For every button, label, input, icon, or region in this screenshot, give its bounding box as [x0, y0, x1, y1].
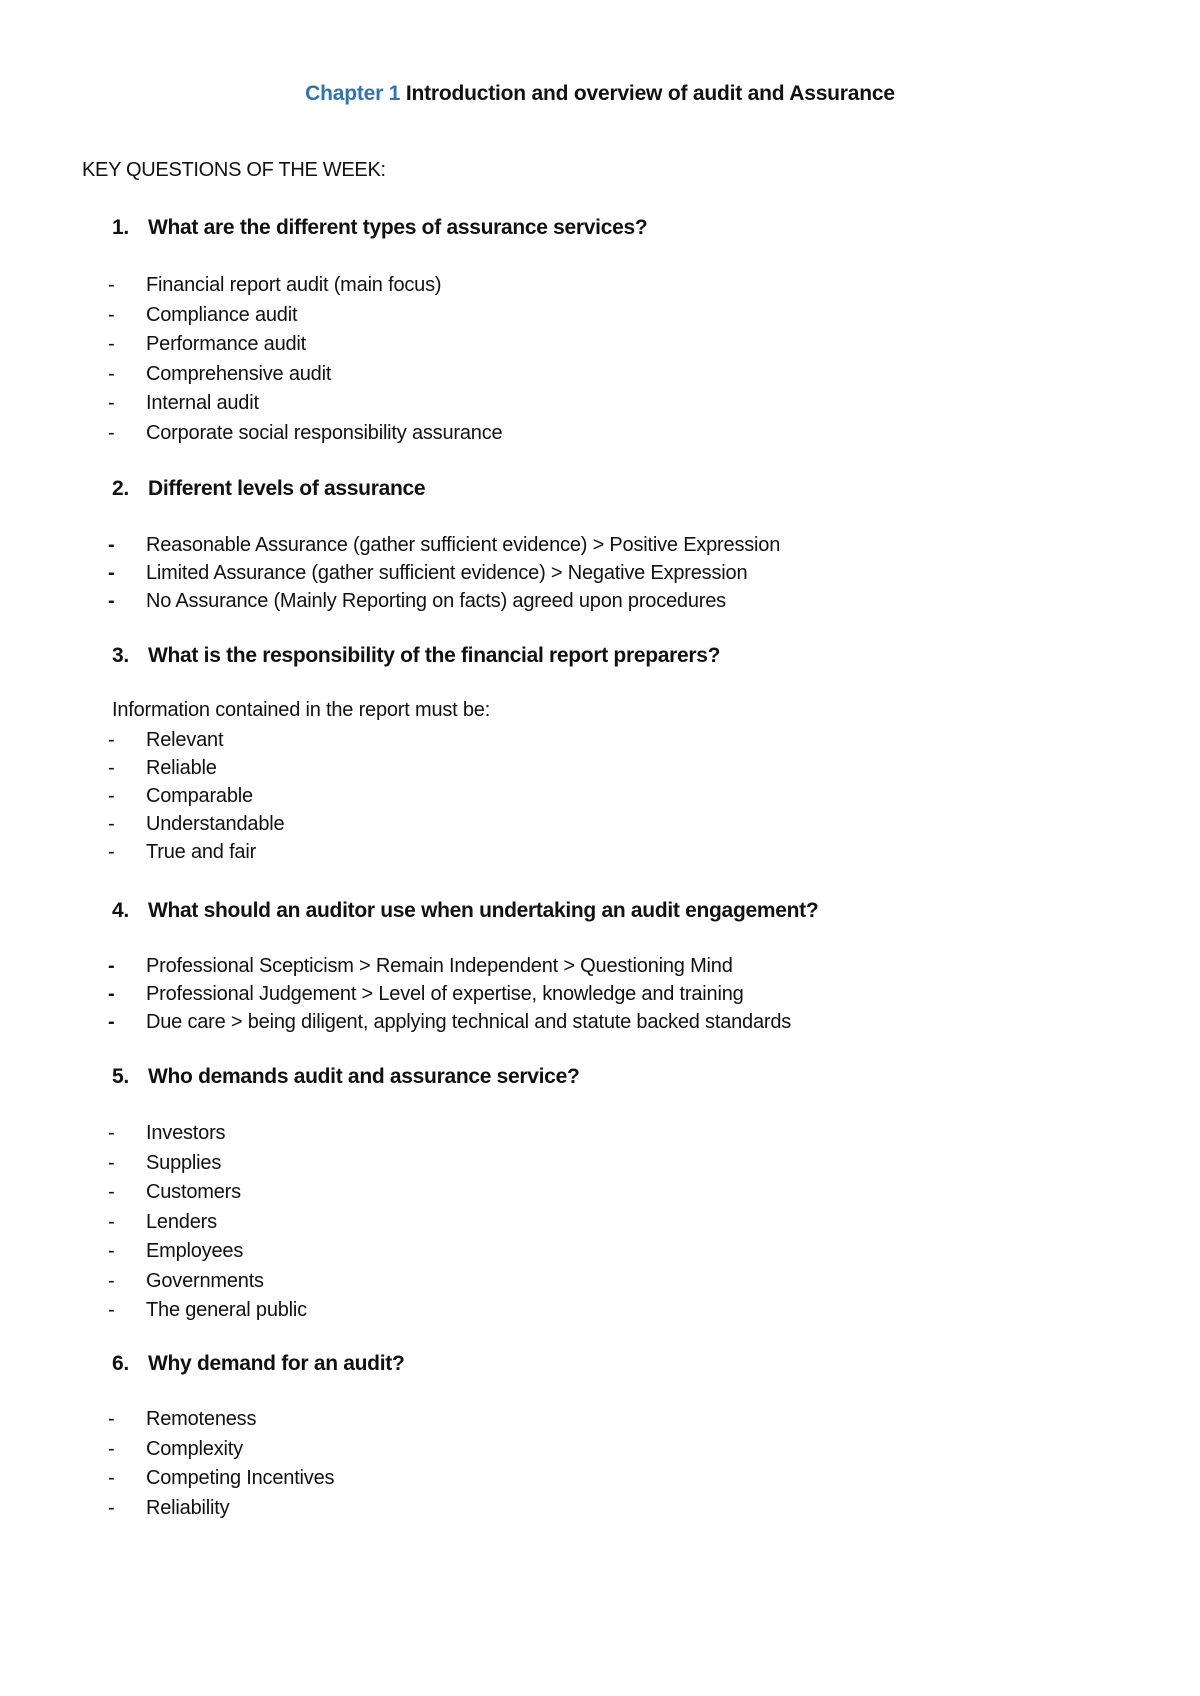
list-item: - Professional Scepticism > Remain Independent > Questioning Mind [108, 955, 733, 977]
question-3 [112, 644, 720, 668]
question-5 [112, 1065, 579, 1089]
answer-list-6 [108, 1405, 334, 1523]
question-number: 6. [112, 1352, 129, 1375]
question-2 [112, 477, 425, 501]
list-item: - Financial report audit (main focus) [108, 274, 442, 296]
list-item: - Comparable [108, 785, 253, 807]
question-text: What should an auditor use when undertaking an audit engagement? [148, 899, 819, 922]
list-item: - Understandable [108, 813, 285, 835]
document-title [0, 82, 1200, 106]
list-item: - Remoteness [108, 1408, 257, 1430]
list-item: - Comprehensive audit [108, 362, 332, 385]
answer-list-5 [108, 1119, 307, 1326]
question-text: Why demand for an audit? [148, 1352, 405, 1375]
list-item: - Reliability [108, 1496, 230, 1519]
list-item: - Corporate social responsibility assurance [108, 421, 503, 444]
question-6 [112, 1352, 404, 1376]
question-text: Who demands audit and assurance service? [148, 1065, 580, 1088]
list-item: - No Assurance (Mainly Reporting on facts) agreed upon procedures [108, 590, 726, 612]
list-item: - Competing Incentives [108, 1467, 335, 1489]
list-item: - Reasonable Assurance (gather sufficient evidence) > Positive Expression [108, 534, 781, 556]
list-item: - Professional Judgement > Level of expertise, knowledge and training [108, 983, 744, 1005]
list-item: - Limited Assurance (gather sufficient evidence) > Negative Expression [108, 562, 748, 584]
question-text: What is the responsibility of the financial report preparers? [148, 644, 721, 667]
list-item: - True and fair [108, 841, 257, 863]
answer-list-3 [108, 726, 284, 866]
list-item: - The general public [108, 1299, 307, 1321]
list-item: - Employees [108, 1240, 244, 1262]
question-number: 4. [112, 899, 129, 922]
question-text: Different levels of assurance [148, 477, 426, 500]
question-1 [112, 216, 647, 240]
question-number: 2. [112, 477, 129, 500]
question-number: 3. [112, 644, 129, 667]
question-text: What are the different types of assurance services? [148, 216, 648, 239]
list-item: - Reliable [108, 757, 217, 779]
list-item: - Complexity [108, 1437, 243, 1460]
question-number: 1. [112, 216, 129, 239]
list-item: - Governments [108, 1269, 264, 1292]
answer-list-4 [108, 952, 791, 1036]
list-item: - Performance audit [108, 333, 307, 355]
intro-text: Information contained in the report must be: [112, 699, 491, 721]
key-questions-heading: KEY QUESTIONS OF THE WEEK: [82, 159, 386, 181]
list-item: - Relevant [108, 729, 224, 751]
list-item: - Internal audit [108, 392, 259, 414]
list-item: - Due care > being diligent, applying technical and statute backed standards [108, 1011, 792, 1033]
chapter-title: Introduction and overview of audit and Assurance [400, 82, 895, 105]
chapter-label: Chapter 1 [305, 82, 401, 105]
list-item: - Compliance audit [108, 303, 298, 326]
answer-list-1 [108, 271, 502, 448]
question-number: 5. [112, 1065, 129, 1088]
list-item: - Lenders [108, 1210, 217, 1233]
question-4 [112, 899, 818, 923]
list-item: - Investors [108, 1122, 226, 1144]
answer-list-2 [108, 531, 780, 615]
list-item: - Supplies [108, 1151, 222, 1174]
list-item: - Customers [108, 1181, 241, 1203]
